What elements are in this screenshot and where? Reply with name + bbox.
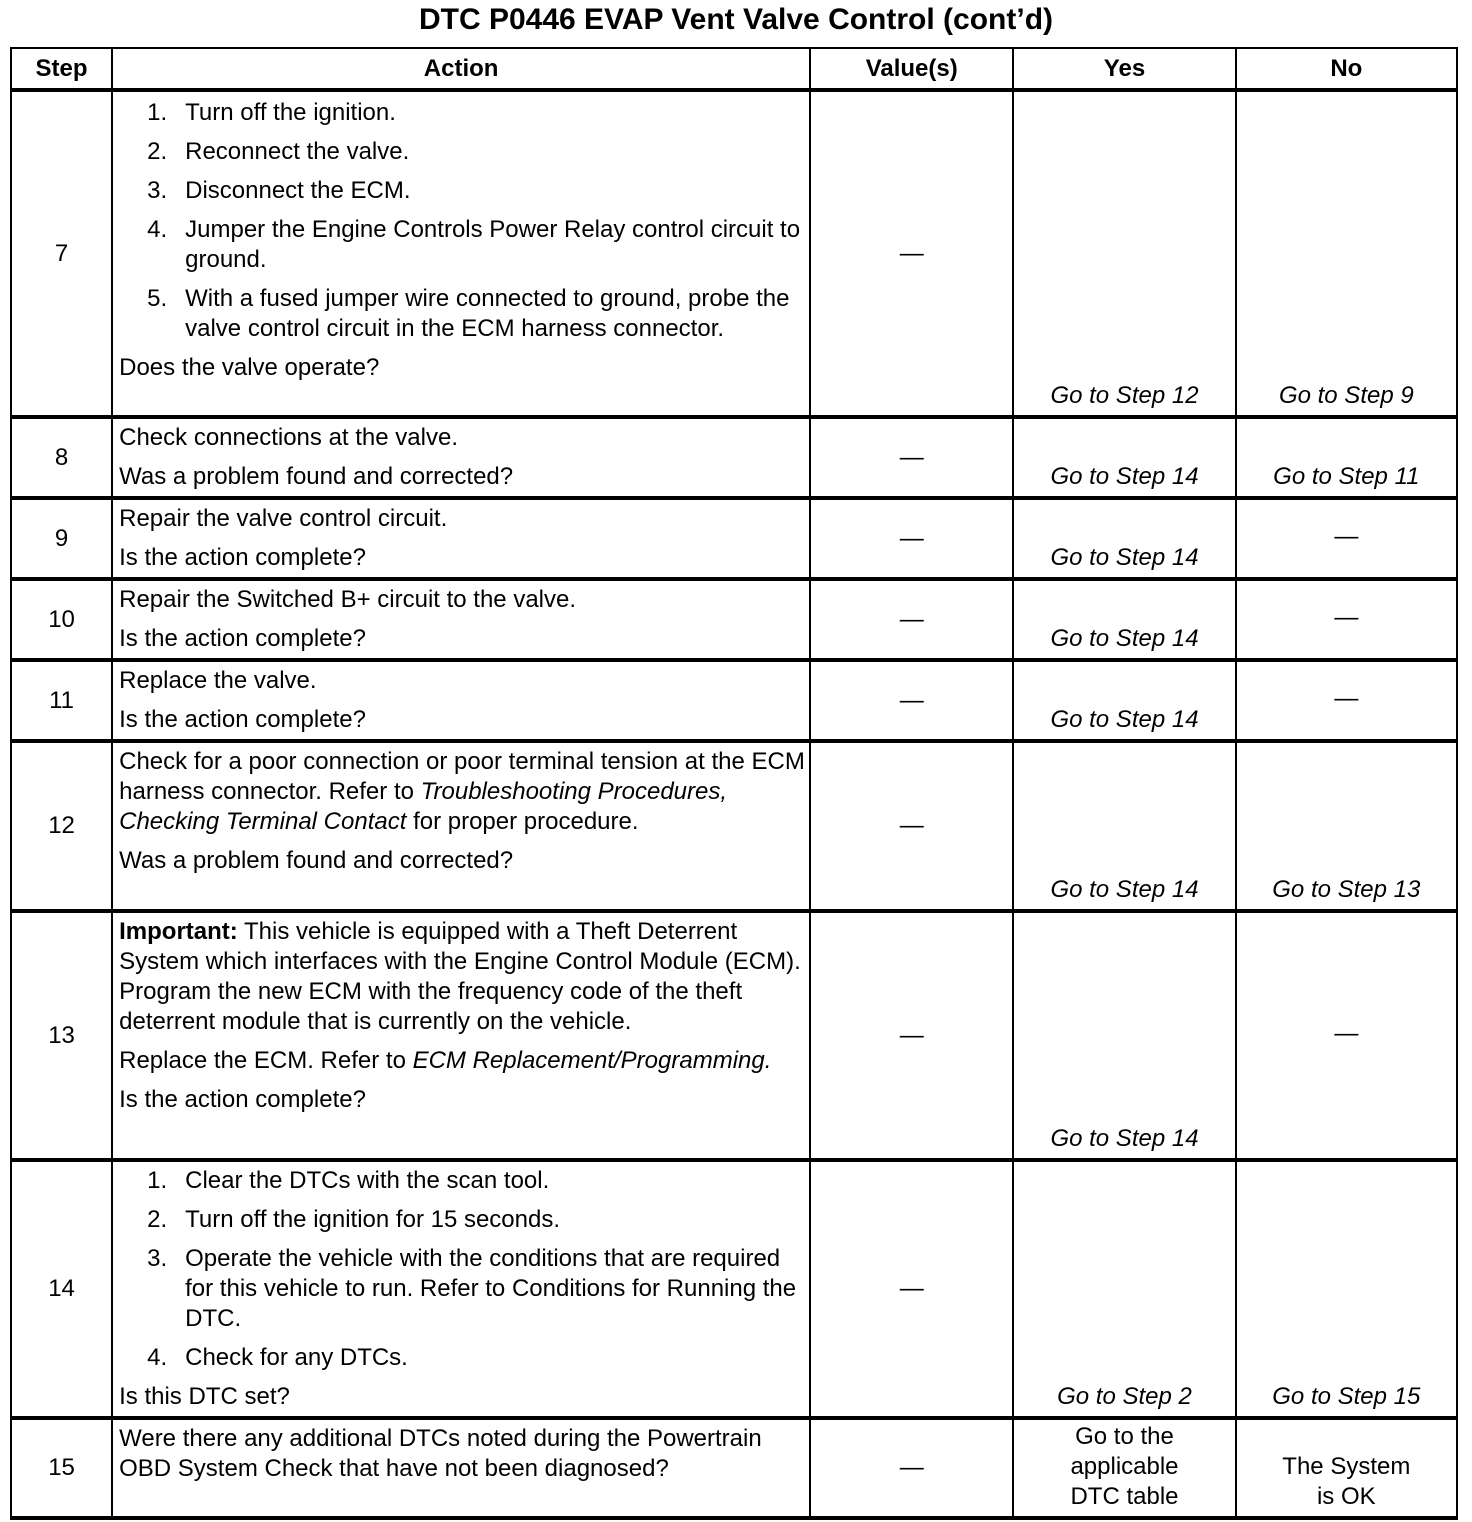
table-row-step-13 xyxy=(11,911,1457,1160)
list-item: 2. Reconnect the valve. xyxy=(147,138,410,165)
yes-cell: Go to Step 14 xyxy=(1013,417,1235,498)
important-note xyxy=(119,917,805,1037)
no-cell: — xyxy=(1236,579,1457,660)
yes-cell: Go to Step 14 xyxy=(1013,911,1235,1160)
reference-link: ECM Replacement/Programming. xyxy=(412,1047,772,1074)
action-question: Was a problem found and corrected? xyxy=(119,463,514,490)
action-question: Is the action complete? xyxy=(119,1086,366,1113)
value-cell: — xyxy=(810,911,1013,1160)
table-row-step-9 xyxy=(11,498,1457,579)
list-item: 4. Check for any DTCs. xyxy=(147,1344,408,1371)
reference-link: Troubleshooting Procedures, Checking xyxy=(119,778,728,835)
step-number: 11 xyxy=(11,660,112,741)
no-cell: Go to Step 15 xyxy=(1236,1160,1457,1418)
header-action: Action xyxy=(112,48,810,90)
yes-cell: Go to Step 12 xyxy=(1013,90,1235,417)
important-text: This vehicle is equipped with a Theft Deterrent System which interfaces with the Engine Control Module (ECM). Program the new ECM with the frequency code of the theft deterrent module that is currently on the vehicle. xyxy=(119,918,801,1035)
header-step: Step xyxy=(11,48,112,90)
action-cell xyxy=(112,741,810,911)
list-item: 3. Disconnect the ECM. xyxy=(147,177,411,204)
action-cell xyxy=(112,1418,810,1518)
action-list xyxy=(119,98,805,344)
action-cell xyxy=(112,579,810,660)
table-row-step-7 xyxy=(11,90,1457,417)
value-cell: — xyxy=(810,1160,1013,1418)
action-cell xyxy=(112,660,810,741)
list-item: 1. Clear the DTCs with the scan tool. xyxy=(147,1167,550,1194)
header-row xyxy=(11,48,1457,90)
table-row-step-12 xyxy=(11,741,1457,911)
action-text-b: for proper procedure. xyxy=(413,808,639,835)
action-question: Is the action complete? xyxy=(119,544,366,571)
value-cell: — xyxy=(810,741,1013,911)
value-cell: — xyxy=(810,1418,1013,1518)
step-number: 10 xyxy=(11,579,112,660)
reference-link: Terminal Contact xyxy=(225,808,407,835)
no-cell: The System is OK xyxy=(1236,1418,1457,1518)
action-text: Check connections at the valve. xyxy=(119,424,458,451)
step-number: 15 xyxy=(11,1418,112,1518)
list-item: 4. Jumper the Engine Controls Power Relay control circuit to ground. xyxy=(147,216,801,273)
list-item: 3. Operate the vehicle with the conditions that are required for this vehicle to run. Refer to Conditions for Running the DTC. xyxy=(147,1245,797,1332)
action-text xyxy=(119,1046,805,1076)
no-cell: Go to Step 13 xyxy=(1236,741,1457,911)
yes-cell: Go to Step 14 xyxy=(1013,498,1235,579)
action-list xyxy=(119,1166,805,1373)
value-cell: — xyxy=(810,90,1013,417)
step-number: 12 xyxy=(11,741,112,911)
step-number: 13 xyxy=(11,911,112,1160)
table-row-step-10 xyxy=(11,579,1457,660)
important-label: Important: xyxy=(119,918,238,945)
action-cell xyxy=(112,498,810,579)
yes-cell: Go to Step 14 xyxy=(1013,741,1235,911)
value-cell: — xyxy=(810,417,1013,498)
action-text-a: Check for a poor connection or poor terminal tension at the ECM harness connector. Refer to xyxy=(119,748,805,805)
no-cell: — xyxy=(1236,911,1457,1160)
action-question: Does the valve operate? xyxy=(119,354,380,381)
action-text-a: Replace the ECM. Refer to xyxy=(119,1047,406,1074)
action-cell xyxy=(112,1160,810,1418)
action-question: Were there any additional DTCs noted during the Powertrain OBD System Check that have not been diagnosed? xyxy=(119,1425,762,1482)
action-cell xyxy=(112,417,810,498)
yes-cell: Go to the applicable DTC table xyxy=(1013,1418,1235,1518)
diagnostic-table xyxy=(10,47,1458,1520)
table-row-step-14 xyxy=(11,1160,1457,1418)
action-question: Is the action complete? xyxy=(119,706,366,733)
table-row-step-15 xyxy=(11,1418,1457,1518)
value-cell: — xyxy=(810,498,1013,579)
no-cell: Go to Step 11 xyxy=(1236,417,1457,498)
value-cell: — xyxy=(810,579,1013,660)
step-number: 9 xyxy=(11,498,112,579)
list-item: 5. With a fused jumper wire connected to ground, probe the valve control circuit in the ECM harness connector. xyxy=(147,285,790,342)
action-text: Replace the valve. xyxy=(119,667,317,694)
no-cell: — xyxy=(1236,660,1457,741)
value-cell: — xyxy=(810,660,1013,741)
header-no: No xyxy=(1236,48,1457,90)
yes-cell: Go to Step 14 xyxy=(1013,660,1235,741)
step-number: 14 xyxy=(11,1160,112,1418)
no-cell: Go to Step 9 xyxy=(1236,90,1457,417)
action-text xyxy=(119,747,805,837)
list-item: 1. Turn off the ignition. xyxy=(147,99,396,126)
action-question: Was a problem found and corrected? xyxy=(119,847,514,874)
action-question: Is this DTC set? xyxy=(119,1383,290,1410)
list-item: 2. Turn off the ignition for 15 seconds. xyxy=(147,1206,561,1233)
header-yes: Yes xyxy=(1013,48,1235,90)
action-cell xyxy=(112,90,810,417)
action-cell xyxy=(112,911,810,1160)
table-row-step-11 xyxy=(11,660,1457,741)
action-text: Repair the Switched B+ circuit to the valve. xyxy=(119,586,577,613)
action-question: Is the action complete? xyxy=(119,625,366,652)
step-number: 8 xyxy=(11,417,112,498)
yes-cell: Go to Step 14 xyxy=(1013,579,1235,660)
no-cell: — xyxy=(1236,498,1457,579)
yes-cell: Go to Step 2 xyxy=(1013,1160,1235,1418)
step-number: 7 xyxy=(11,90,112,417)
action-text: Repair the valve control circuit. xyxy=(119,505,448,532)
page-title: DTC P0446 EVAP Vent Valve Control (cont’d) xyxy=(418,3,1054,36)
header-values: Value(s) xyxy=(810,48,1013,90)
table-row-step-8 xyxy=(11,417,1457,498)
